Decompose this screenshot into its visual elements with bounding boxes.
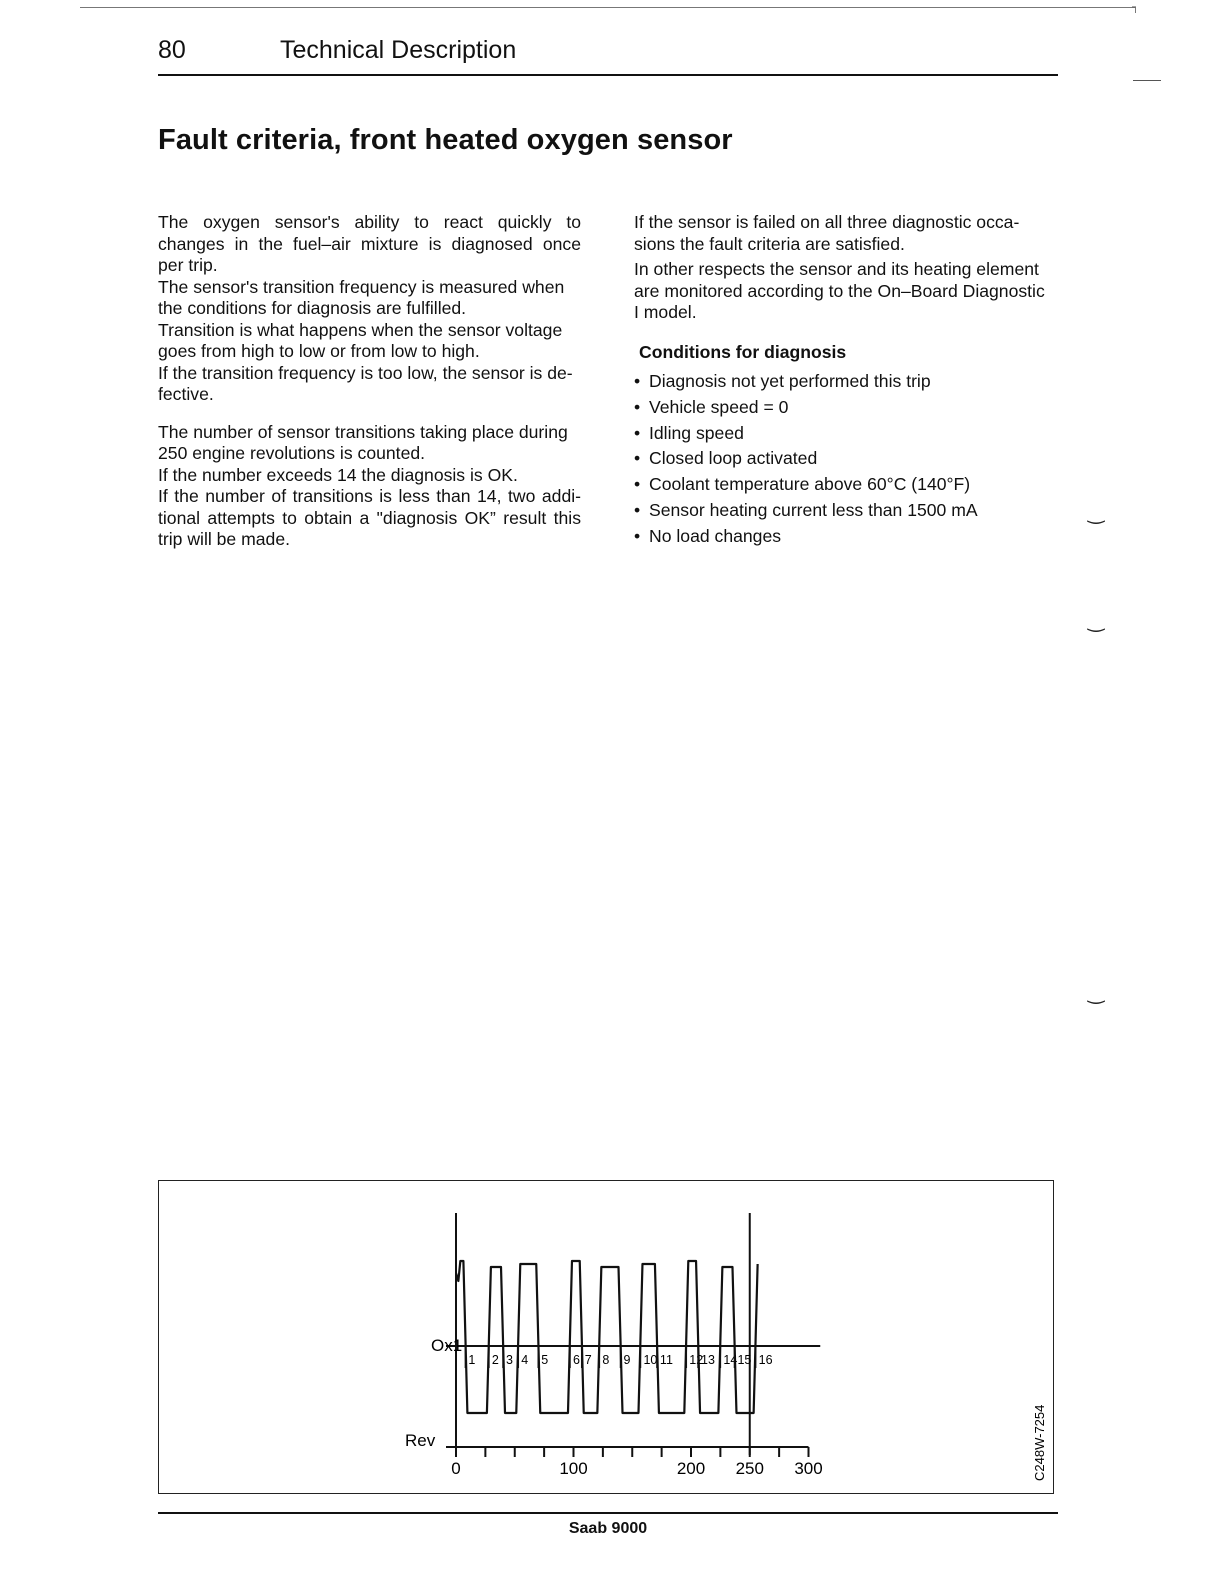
- transition-number: 1: [468, 1353, 476, 1367]
- sensor-signal-figure: [158, 1180, 1054, 1494]
- paragraph-too-low: [158, 363, 581, 406]
- text-line: If the sensor is failed on all three diagnostic occa-: [634, 212, 1020, 232]
- top-corner-mark: ┐: [1132, 2, 1140, 13]
- condition-item: • No load changes: [634, 526, 1058, 548]
- transition-number: 6: [572, 1353, 580, 1367]
- page-title: Fault criteria, front heated oxygen sensor: [158, 124, 733, 156]
- paragraph-transition-frequency: [158, 277, 581, 320]
- ox1-signal-trace: [456, 1261, 758, 1413]
- binder-mark: ‿: [1088, 610, 1105, 632]
- text-line: the conditions for diagnosis are fulfilled.: [158, 298, 467, 318]
- condition-item: • Vehicle speed = 0: [634, 397, 1058, 419]
- footer-rule: [158, 1512, 1058, 1514]
- figure-code: C248W-7254: [1032, 1404, 1047, 1481]
- footer-model: Saab 9000: [568, 1520, 648, 1537]
- conditions-heading: Conditions for diagnosis: [639, 341, 847, 362]
- transition-number: 13: [701, 1353, 715, 1367]
- text-line: goes from high to low or from low to high.: [158, 341, 480, 361]
- condition-item: • Diagnosis not yet performed this trip: [634, 371, 1058, 393]
- binder-mark: ‿: [1088, 502, 1105, 524]
- margin-dash: [1133, 80, 1161, 81]
- left-column: [158, 212, 581, 551]
- signal-label: Ox1: [431, 1336, 463, 1355]
- conditions-list: [634, 371, 1058, 547]
- rev-tick-label: 250: [735, 1459, 764, 1478]
- transition-number: 14: [723, 1353, 738, 1367]
- ox1-signal-chart: [159, 1181, 1053, 1493]
- text-line: If the number of transitions is less than 14, two addi-: [158, 486, 581, 506]
- text-line: per trip.: [158, 255, 218, 275]
- rev-tick-label: 200: [676, 1459, 706, 1478]
- paragraph-obd-monitoring: [634, 259, 1058, 324]
- transition-number: 11: [659, 1353, 673, 1367]
- transition-number: 5: [541, 1353, 549, 1367]
- transition-number: 12: [689, 1353, 704, 1367]
- text-line: changes in the fuel–air mixture is diagnosed once: [158, 233, 581, 254]
- text-line: trip will be made.: [158, 529, 291, 549]
- condition-item: • Coolant temperature above 60°C (140°F): [634, 474, 1058, 496]
- paragraph-additional-attempts: [158, 486, 581, 551]
- transition-number: 16: [758, 1353, 773, 1367]
- text-line: If the transition frequency is too low, the sensor is de-: [158, 362, 573, 383]
- paragraph-counting: [158, 422, 581, 465]
- rev-tick-label: 100: [559, 1459, 588, 1478]
- rev-tick-label: 300: [794, 1459, 823, 1478]
- transition-marker-group: [465, 1346, 772, 1368]
- transition-number: 7: [584, 1353, 592, 1367]
- section-title: Technical Description: [280, 36, 517, 64]
- transition-number: 10: [643, 1353, 658, 1367]
- text-line: sions the fault criteria are satisfied.: [634, 233, 905, 254]
- right-column: [634, 212, 1058, 552]
- condition-item: • Sensor heating current less than 1500 mA: [634, 500, 1058, 522]
- rev-tick-label: 0: [451, 1459, 461, 1478]
- top-scan-rule: [80, 7, 1135, 8]
- text-line: 250 engine revolutions is counted.: [158, 443, 426, 463]
- text-line: are monitored according to the On–Board Diagnostic: [634, 280, 1045, 301]
- text-line: tional attempts to obtain a "diagnosis OK” result this: [158, 507, 581, 528]
- binder-mark: ‿: [1088, 982, 1105, 1004]
- text-line: The oxygen sensor's ability to react quickly to: [158, 212, 581, 232]
- condition-item: • Closed loop activated: [634, 448, 1058, 470]
- rev-tick-group: [451, 1447, 822, 1478]
- paragraph-transition-definition: [158, 320, 581, 363]
- transition-number: 3: [506, 1353, 513, 1367]
- text-line: Transition is what happens when the sensor voltage: [158, 319, 563, 340]
- condition-item: • Idling speed: [634, 423, 1058, 445]
- page-header: [158, 34, 1058, 74]
- text-line: fective.: [158, 384, 214, 404]
- text-line: In other respects the sensor and its heating element: [634, 259, 1039, 279]
- transition-number: 8: [602, 1353, 610, 1367]
- transition-number: 9: [623, 1353, 631, 1367]
- header-rule: [158, 74, 1058, 76]
- paragraph-ability: [158, 212, 581, 277]
- transition-number: 2: [491, 1353, 499, 1367]
- text-line: I model.: [634, 302, 697, 322]
- page-number: 80: [158, 36, 186, 64]
- text-line: The sensor's transition frequency is measured when: [158, 276, 565, 297]
- paragraph-fault-criteria: [634, 212, 1058, 255]
- transition-number: 4: [521, 1353, 529, 1367]
- paragraph-diagnosis-ok: If the number exceeds 14 the diagnosis is OK.: [158, 464, 518, 485]
- axis-label: Rev: [405, 1431, 436, 1450]
- transition-number: 15: [737, 1353, 752, 1367]
- text-line: The number of sensor transitions taking place during: [158, 421, 568, 442]
